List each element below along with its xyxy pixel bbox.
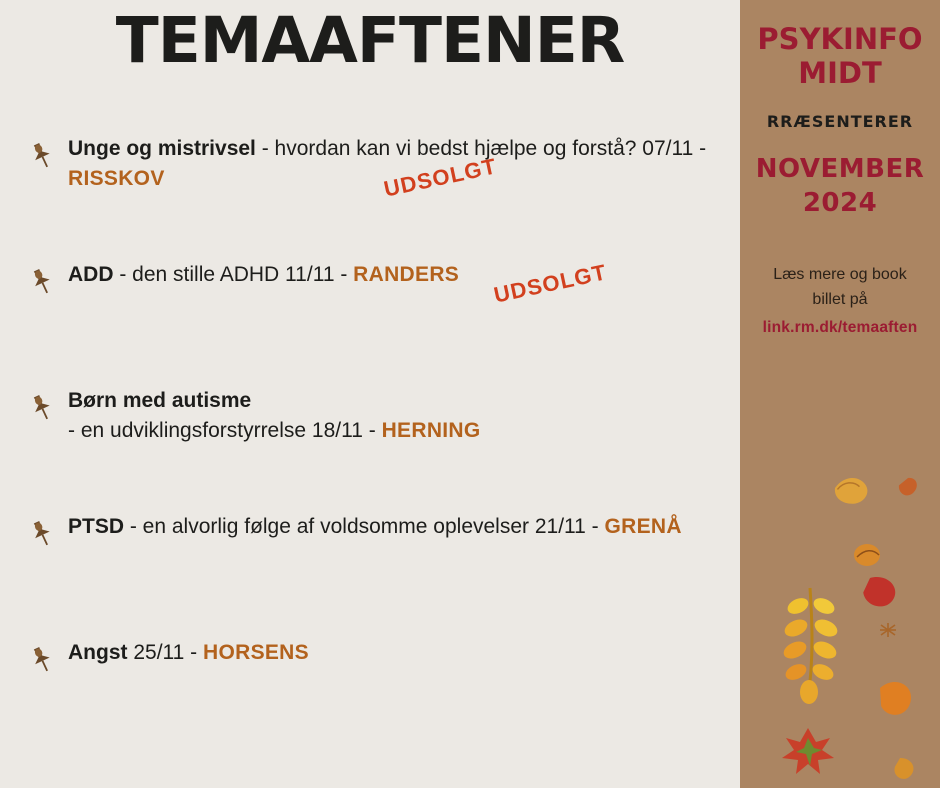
leaf-icon xyxy=(877,679,913,717)
event-text xyxy=(68,386,712,446)
pushpin-icon xyxy=(26,518,58,550)
leaf-icon xyxy=(781,588,840,704)
pushpin-icon xyxy=(26,392,58,424)
booking-line-1: Læs mere og book xyxy=(773,266,907,284)
booking-line-2: billet på xyxy=(812,290,868,308)
pushpin-icon xyxy=(26,140,58,172)
date-block xyxy=(740,153,940,221)
event-title: Angst xyxy=(68,641,128,664)
event-desc: 25/11 - xyxy=(127,641,203,664)
event-desc: - hvordan kan vi bedst hjælpe og forstå? 07/11 - xyxy=(255,137,707,160)
event-text xyxy=(68,259,712,308)
page-title: TEMAAFTENER xyxy=(115,4,625,77)
presents-label: RRÆSENTERER xyxy=(766,112,914,132)
event-desc: - den stille ADHD 11/11 - xyxy=(113,263,354,286)
event-title: PTSD xyxy=(68,515,125,538)
event-location: GRENÅ xyxy=(604,515,682,538)
leaf-icon xyxy=(782,728,834,774)
event-text xyxy=(68,638,712,668)
list-item xyxy=(0,638,740,718)
event-desc: - en alvorlig følge af voldsomme oplevelser 21/11 - xyxy=(124,515,605,538)
leaf-icon xyxy=(891,756,917,782)
event-location: RANDERS xyxy=(353,263,460,286)
sidebar xyxy=(740,0,940,788)
leaf-icon xyxy=(897,475,919,498)
event-subline xyxy=(68,416,712,446)
list-item xyxy=(0,134,740,214)
event-title: Børn med autisme xyxy=(68,389,252,412)
pushpin-icon xyxy=(26,266,58,298)
pushpin-icon xyxy=(26,644,58,676)
month-label: NOVEMBER xyxy=(755,154,925,185)
booking-link[interactable]: link.rm.dk/temaaften xyxy=(762,318,918,336)
list-item xyxy=(0,512,740,592)
booking-info xyxy=(740,263,940,340)
event-text xyxy=(68,134,712,202)
list-item xyxy=(0,386,740,466)
event-location: RISSKOV xyxy=(68,166,165,190)
autumn-leaves-decoration xyxy=(740,458,940,788)
brand-line-2: MIDT xyxy=(798,56,882,91)
event-desc: - en udviklingsforstyrrelse 18/11 - xyxy=(68,418,382,442)
status-badge: UDSOLGT xyxy=(381,153,499,202)
event-text xyxy=(68,512,712,542)
brand-line-1: PSYKINFO xyxy=(757,22,923,56)
events-list xyxy=(0,134,740,764)
seed-icon xyxy=(880,623,896,637)
list-item xyxy=(0,260,740,340)
year-label: 2024 xyxy=(802,188,878,219)
event-location: HERNING xyxy=(381,418,481,442)
event-title: Unge og mistrivsel xyxy=(68,137,256,160)
status-badge: UDSOLGT xyxy=(491,259,609,308)
leaf-icon xyxy=(854,544,880,566)
event-location: HORSENS xyxy=(203,641,309,664)
leaf-icon xyxy=(832,474,870,507)
event-title: ADD xyxy=(68,263,114,286)
brand-name xyxy=(740,22,940,90)
leaf-icon xyxy=(860,573,900,612)
